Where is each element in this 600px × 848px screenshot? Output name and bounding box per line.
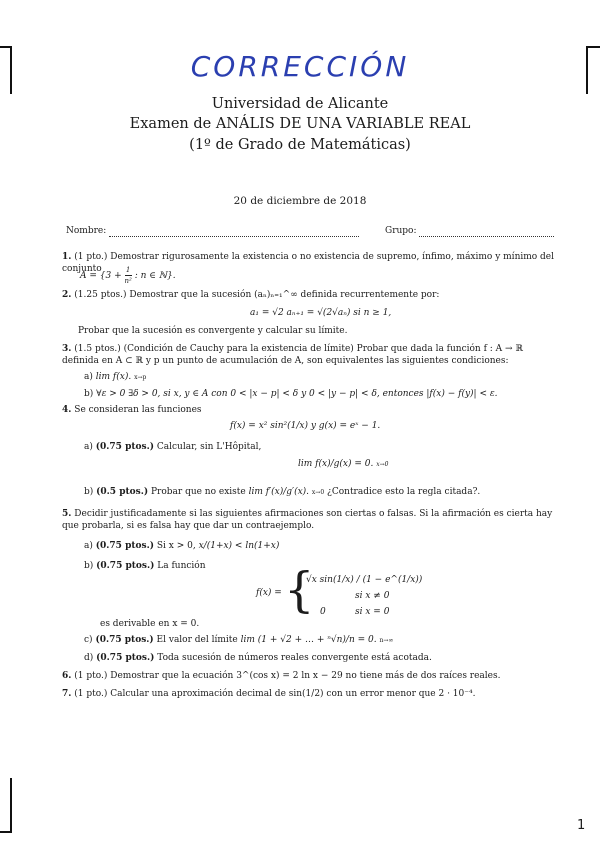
q2-conclusion: Probar que la sucesión es convergente y calcular su límite. bbox=[78, 326, 348, 336]
exam-title: Examen de ANÁLIS DE UNA VARIABLE REAL bbox=[129, 116, 471, 132]
crop-mark-top-right-v bbox=[586, 48, 588, 94]
question-2 bbox=[62, 289, 562, 301]
group-field bbox=[385, 225, 554, 237]
group-label: Grupo: bbox=[385, 226, 417, 236]
q5-d-label: d) bbox=[84, 653, 94, 663]
q5-item-d bbox=[84, 652, 432, 664]
q5-c-formula: lim (1 + √2 + … + ⁿ√n)/n = 0. bbox=[240, 635, 377, 645]
question-7 bbox=[62, 688, 562, 700]
q5-b-tail: es derivable en x = 0. bbox=[100, 619, 200, 629]
q5-text: Decidir justificadamente si las siguientes afirmaciones son ciertas o falsas. Si la afirmación es cierta hay que probarla, si es falsa hay que dar un contraejemplo. bbox=[62, 509, 553, 531]
q1-set-pre: A = {3 + bbox=[80, 271, 122, 281]
q4-number: 4. bbox=[62, 405, 72, 415]
q1-text: Demostrar rigurosamente la existencia o no existencia de supremo, ínfimo, máximo y mínimo del conjunto bbox=[62, 252, 555, 274]
question-4 bbox=[62, 404, 202, 416]
q5-case2-cond: si x = 0 bbox=[355, 607, 390, 617]
q4-item-b bbox=[84, 486, 564, 499]
q7-points: (1 pto.) bbox=[74, 689, 108, 699]
q5-case2-expr: 0 bbox=[320, 607, 326, 617]
q4-a-sub: x→0 bbox=[376, 461, 389, 468]
handwritten-correction-mark bbox=[190, 40, 410, 90]
exam-date: 20 de diciembre de 2018 bbox=[233, 195, 367, 207]
q1-frac-num: 1 bbox=[125, 266, 131, 274]
q4-a-formula bbox=[298, 458, 388, 471]
q4-b-text-pre: Probar que no existe bbox=[151, 487, 246, 497]
page-number: 1 bbox=[577, 818, 586, 833]
q5-b-text: La función bbox=[157, 561, 206, 571]
q3-a-label: a) bbox=[84, 372, 93, 382]
q7-number: 7. bbox=[62, 689, 72, 699]
q1-points: (1 pto.) bbox=[74, 252, 108, 262]
q5-number: 5. bbox=[62, 509, 72, 519]
q5-c-sub: n→∞ bbox=[379, 637, 394, 644]
q3-a-sub: x→p bbox=[134, 374, 147, 381]
q5-c-points: (0.75 ptos.) bbox=[95, 635, 154, 645]
q5-a-points: (0.75 ptos.) bbox=[95, 541, 154, 551]
crop-mark-top-left-v bbox=[10, 48, 12, 94]
crop-mark-top-right-h bbox=[586, 46, 600, 48]
name-field bbox=[66, 225, 359, 237]
crop-mark-bottom-left-v bbox=[10, 778, 12, 833]
q4-b-points: (0.5 ptos.) bbox=[96, 487, 149, 497]
handwritten-title: CORRECCIÓN bbox=[190, 50, 410, 83]
q1-set bbox=[80, 265, 176, 286]
course-name: (1º de Grado de Matemáticas) bbox=[189, 137, 411, 153]
q3-a-text: lim f(x). bbox=[95, 372, 132, 382]
q2-number: 2. bbox=[62, 290, 72, 300]
q5-a-text: Si x > 0, bbox=[156, 541, 196, 551]
q4-functions: f(x) = x² sin²(1/x) y g(x) = eˣ − 1. bbox=[230, 421, 381, 431]
q1-frac-den: n² bbox=[124, 277, 132, 285]
q5-case1-cond: si x ≠ 0 bbox=[355, 591, 390, 601]
q5-b-label: b) bbox=[84, 561, 94, 571]
q4-text: Se consideran las funciones bbox=[74, 405, 202, 415]
q7-text: Calcular una aproximación decimal de sin(1/2) con un error menor que 2 · 10⁻⁴. bbox=[110, 689, 476, 699]
university-name: Universidad de Alicante bbox=[211, 96, 389, 112]
q2-formula: a₁ = √2 aₙ₊₁ = √(2√aₙ) si n ≥ 1, bbox=[250, 308, 392, 318]
q3-text: (Condición de Cauchy para la existencia de límite) Probar que dada la función f : A → ℝ definida en A ⊂ ℝ y p un punto de acumulación de A, son equivalentes las siguientes condiciones: bbox=[62, 344, 523, 366]
q5-item-c bbox=[84, 634, 393, 647]
q6-number: 6. bbox=[62, 671, 72, 681]
q3-b-text: ∀ε > 0 ∃δ > 0, si x, y ∈ A con 0 < |x − p| < δ y 0 < |y − p| < δ, entonces |f(x) − f(y)| < ε. bbox=[96, 389, 498, 399]
q4-a-points: (0.75 ptos.) bbox=[95, 442, 154, 452]
q6-text: Demostrar que la ecuación 3^(cos x) = 2 ln x − 29 no tiene más de dos raíces reales. bbox=[110, 671, 501, 681]
question-5 bbox=[62, 508, 567, 532]
q4-b-formula: lim f′(x)/g′(x). bbox=[248, 487, 310, 497]
q2-text: Demostrar que la sucesión (aₙ)ₙ₌₁^∞ definida recurrentemente por: bbox=[129, 290, 440, 300]
q5-c-text: El valor del límite bbox=[156, 635, 238, 645]
name-line[interactable] bbox=[109, 236, 359, 237]
group-line[interactable] bbox=[419, 236, 554, 237]
q3-number: 3. bbox=[62, 344, 72, 354]
q5-b-points: (0.75 ptos.) bbox=[96, 561, 155, 571]
q3-item-a bbox=[84, 371, 146, 384]
question-6 bbox=[62, 670, 562, 682]
crop-mark-bottom-left-h bbox=[0, 831, 12, 833]
piecewise-brace: { bbox=[284, 562, 315, 618]
q2-points: (1.25 ptos.) bbox=[74, 290, 127, 300]
q5-case1-expr: √x sin(1/x) / (1 − e^(1/x)) bbox=[306, 575, 423, 585]
q5-item-b bbox=[84, 560, 206, 572]
q5-d-points: (0.75 ptos.) bbox=[96, 653, 155, 663]
name-label: Nombre: bbox=[66, 226, 107, 236]
q5-f-label: f(x) = bbox=[256, 588, 282, 598]
q4-a-label: a) bbox=[84, 442, 93, 452]
question-3 bbox=[62, 343, 562, 367]
q4-a-text: Calcular, sin L'Hôpital, bbox=[156, 442, 262, 452]
q4-b-sub: x→0 bbox=[311, 489, 325, 496]
q5-a-formula: x/(1+x) < ln(1+x) bbox=[198, 541, 280, 551]
q1-number: 1. bbox=[62, 252, 72, 262]
q5-a-label: a) bbox=[84, 541, 93, 551]
q3-item-b bbox=[84, 388, 564, 400]
q3-points: (1.5 ptos.) bbox=[74, 344, 121, 354]
q4-b-text-post: ¿Contradice esto la regla citada?. bbox=[327, 487, 481, 497]
q5-item-a bbox=[84, 540, 279, 552]
q4-b-label: b) bbox=[84, 487, 94, 497]
q1-set-post: : n ∈ ℕ}. bbox=[134, 271, 176, 281]
q3-b-label: b) bbox=[84, 389, 94, 399]
q6-points: (1 pto.) bbox=[74, 671, 108, 681]
q5-d-text: Toda sucesión de números reales convergente está acotada. bbox=[157, 653, 432, 663]
q5-c-label: c) bbox=[84, 635, 93, 645]
q4-a-formula-text: lim f(x)/g(x) = 0. bbox=[298, 459, 374, 469]
crop-mark-top-left-h bbox=[0, 46, 12, 48]
q4-item-a bbox=[84, 441, 261, 453]
